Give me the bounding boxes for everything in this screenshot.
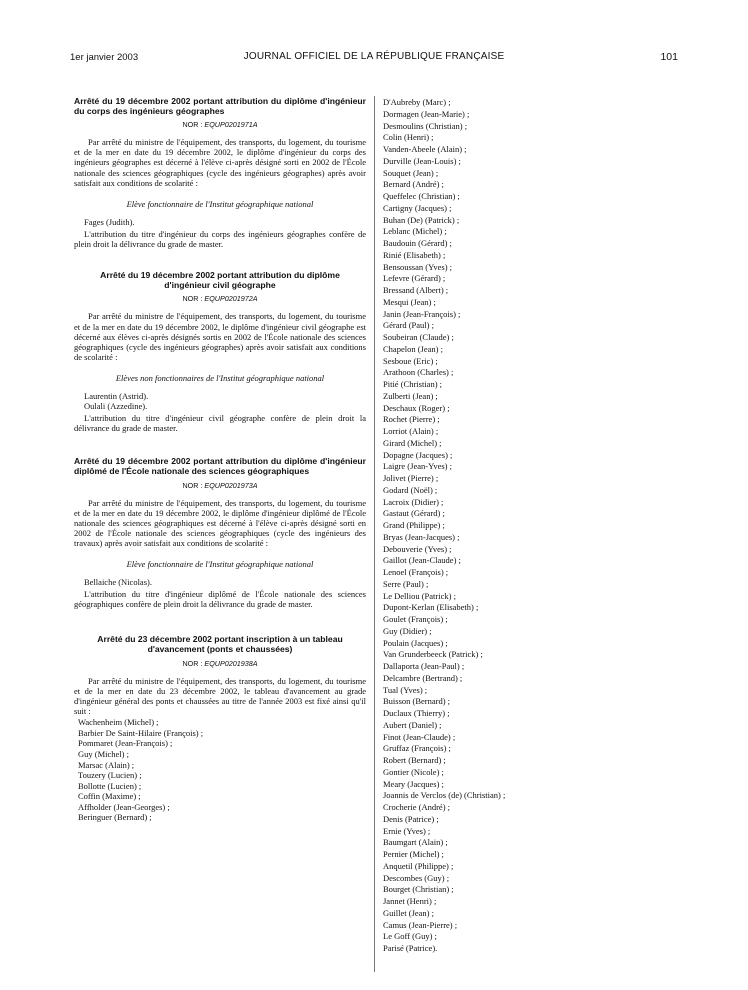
decree-subheading: Elève fonctionnaire de l'Institut géographique national <box>126 198 314 209</box>
page-number: 101 <box>660 51 678 63</box>
list-item: Gérard (Paul) ; <box>383 320 434 331</box>
page-header <box>70 50 678 66</box>
graduate-name: Oulali (Azzedine). <box>84 401 148 412</box>
decree-title: Arrêté du 19 décembre 2002 portant attribution du diplôme d'ingénieur civil géographe <box>100 270 340 290</box>
decree-subheading: Elève fonctionnaire de l'Institut géographique national <box>126 559 314 570</box>
list-item: Bensoussan (Yves) ; <box>383 261 453 272</box>
decree-closing: L'attribution du titre d'ingénieur du corps des ingénieurs géographes confère de plein droit la délivrance du grade de master. <box>74 228 366 250</box>
list-item: Parisé (Patrice). <box>383 943 438 953</box>
list-item: Barbier De Saint-Hilaire (François) ; <box>78 727 204 738</box>
list-item: Buisson (Bernard) ; <box>383 696 451 707</box>
list-item: Arathoon (Charles) ; <box>383 367 454 378</box>
decree-title: Arrêté du 23 décembre 2002 portant inscription à un tableau d'avancement (ponts et chaussées) <box>97 634 343 655</box>
nor-code: EQUP0201973A <box>204 480 258 490</box>
promotion-list <box>74 717 366 823</box>
list-item: Joannis de Verclos (de) (Christian) ; <box>383 790 506 801</box>
list-item: Lefevre (Gérard) ; <box>383 273 446 284</box>
list-item: Dopagne (Jacques) ; <box>383 449 453 460</box>
list-item: Meary (Jacques) ; <box>383 778 444 789</box>
journal-title: JOURNAL OFFICIEL DE LA RÉPUBLIQUE FRANÇAISE <box>243 51 505 62</box>
list-item: Dormagen (Jean-Marie) ; <box>383 108 470 119</box>
list-item: Bollotte (Lucien) ; <box>78 780 142 791</box>
decree-closing: L'attribution du titre d'ingénieur diplômé de l'École nationale des sciences géographiques confère de plein droit la délivrance du grade de master. <box>74 589 366 610</box>
list-item: Affholder (Jean-Georges) ; <box>78 801 170 812</box>
list-item: Cartigny (Jacques) ; <box>383 202 452 213</box>
list-item: Aubert (Daniel) ; <box>383 719 442 730</box>
list-item: Zulberti (Jean) ; <box>383 390 438 401</box>
list-item: Le Delliou (Patrick) ; <box>383 590 456 601</box>
list-item: Dupont-Kerlan (Elisabeth) ; <box>383 602 479 613</box>
list-item: Touzery (Lucien) ; <box>78 770 142 781</box>
decree-section <box>74 97 366 249</box>
list-item: Debouverie (Yves) ; <box>383 543 452 554</box>
list-item: Duclaux (Thierry) ; <box>383 708 450 718</box>
nor-reference <box>74 120 366 130</box>
list-item: Goulet (François) ; <box>383 614 448 624</box>
list-item: Sesboue (Eric) ; <box>383 355 438 366</box>
list-item: Lacroix (Didier) ; <box>383 496 444 507</box>
list-item: Gastaut (Gérard) ; <box>383 508 445 519</box>
list-item: Tual (Yves) ; <box>383 684 428 695</box>
graduate-name: Bellaiche (Nicolas). <box>84 577 152 588</box>
list-item: Baumgart (Alain) ; <box>383 837 448 848</box>
list-item: Guy (Michel) ; <box>78 748 129 759</box>
list-item: Janin (Jean-François) ; <box>383 308 461 319</box>
column-divider <box>374 96 375 972</box>
list-item: Chapelon (Jean) ; <box>383 343 443 354</box>
header-date: 1er janvier 2003 <box>70 52 139 63</box>
list-item: Colin (Henri) ; <box>383 132 434 143</box>
list-item: Baudouin (Gérard) ; <box>383 238 452 248</box>
list-item: Grand (Philippe) ; <box>383 520 445 530</box>
list-item: Denis (Patrice) ; <box>383 813 439 824</box>
nor-label: NOR : <box>182 480 203 490</box>
nor-reference <box>74 294 366 304</box>
decree-body: Par arrêté du ministre de l'équipement, des transports, du logement, du tourisme et de la mer en date du 23 décembre 2002, le tableau d'avancement au grade d'ingénieur général des ponts et chaussées au titre de l'année 2003 est fixé ainsi qu'il suit : <box>74 675 366 717</box>
decree-section <box>74 457 366 609</box>
list-item: Gaillot (Jean-Claude) ; <box>383 555 461 566</box>
decree-title: Arrêté du 19 décembre 2002 portant attribution du diplôme d'ingénieur du corps des ingénieurs géographes <box>74 96 366 116</box>
list-item: Van Grunderbeeck (Patrick) ; <box>383 649 483 660</box>
decree-body: Par arrêté du ministre de l'équipement, des transports, du logement, du tourisme et de la mer en date du 19 décembre 2002, le diplôme d'ingénieur du corps des ingénieurs géographes est décerné à l'élève ci-après désigné sorti en 2002 de l'École nationale des sciences géographiques (cycle des ingénieurs géographes) après avoir satisfait aux conditions de scolarité : <box>74 137 366 188</box>
list-item: Ernie (Yves) ; <box>383 825 431 836</box>
nor-reference <box>74 659 366 669</box>
list-item: Robert (Bernard) ; <box>383 755 446 765</box>
list-item: Durville (Jean-Louis) ; <box>383 155 461 166</box>
list-item: Dallaporta (Jean-Paul) ; <box>383 661 465 671</box>
list-item: Laigre (Jean-Yves) ; <box>383 461 453 472</box>
decree-section <box>74 635 366 823</box>
list-item: Crocherie (André) ; <box>383 802 451 812</box>
list-item: Serre (Paul) ; <box>383 578 429 589</box>
list-item: Bressand (Albert) ; <box>383 285 449 295</box>
list-item: Soubeiran (Claude) ; <box>383 332 454 342</box>
list-item: Pommaret (Jean-François) ; <box>78 738 173 749</box>
list-item: Lorriot (Alain) ; <box>383 426 439 436</box>
list-item: Buhan (De) (Patrick) ; <box>383 214 460 225</box>
list-item: Vanden-Abeele (Alain) ; <box>383 144 467 154</box>
list-item: Rochet (Pierre) ; <box>383 414 440 425</box>
list-item: Godard (Noël) ; <box>383 484 438 495</box>
list-item: Coffin (Maxime) ; <box>78 791 141 802</box>
list-item: Marsac (Alain) ; <box>78 759 135 770</box>
list-item: Bernard (André) ; <box>383 179 444 190</box>
decree-closing: L'attribution du titre d'ingénieur civil géographe confère de plein droit la délivrance du grade de master. <box>74 413 366 434</box>
decree-body: Par arrêté du ministre de l'équipement, des transports, du logement, du tourisme et de la mer en date du 19 décembre 2002, le diplôme d'ingénieur civil géographe est décerné aux élèves ci-après désignés sortis en 2002 de l'École nationale des sciences géographiques (cycle des ingénieurs géographes) après avoir satisfait aux conditions de scolarité : <box>74 311 366 362</box>
list-item: Mesqui (Jean) ; <box>383 296 436 307</box>
list-item: Queffelec (Christian) ; <box>383 191 460 201</box>
graduate-name: Laurentin (Astrid). <box>84 390 149 401</box>
decree-section <box>74 271 366 433</box>
list-item: Rinié (Elisabeth) ; <box>383 249 446 260</box>
list-item: Gruffaz (François) ; <box>383 743 451 754</box>
nor-label: NOR : <box>182 658 203 668</box>
decree-subheading: Elèves non fonctionnaires de l'Institut géographique national <box>115 372 325 383</box>
list-item: Anquetil (Philippe) ; <box>383 860 454 871</box>
right-column-names <box>383 97 683 977</box>
decree-body: Par arrêté du ministre de l'équipement, des transports, du logement, du tourisme et de la mer en date du 19 décembre 2002, le diplôme d'ingénieur diplômé de l'École nationale des sciences géographiques est décerné à l'élève ci-après désigné sorti en 2002 de l'École nationale des sciences géographiques (cycle des ingénieurs des travaux) après avoir satisfait aux conditions de scolarité : <box>74 497 366 548</box>
left-column <box>74 97 366 977</box>
list-item: Le Goff (Guy) ; <box>383 931 437 942</box>
graduate-name: Fages (Judith). <box>84 216 135 227</box>
list-item: Bourget (Christian) ; <box>383 884 454 895</box>
list-item: D'Aubreby (Marc) ; <box>383 97 451 107</box>
list-item: Wachenheim (Michel) ; <box>78 717 159 728</box>
list-item: Lenoel (François) ; <box>383 567 449 577</box>
list-item: Girard (Michel) ; <box>383 437 442 448</box>
list-item: Jolivet (Pierre) ; <box>383 473 439 483</box>
decree-title: Arrêté du 19 décembre 2002 portant attribution du diplôme d'ingénieur diplômé de l'École nationale des sciences géographiques <box>74 456 366 476</box>
list-item: Leblanc (Michel) ; <box>383 226 447 237</box>
nor-code: EQUP0201938A <box>204 658 258 668</box>
list-item: Camus (Jean-Pierre) ; <box>383 919 458 930</box>
nor-code: EQUP0201972A <box>204 294 258 304</box>
list-item: Delcambre (Bertrand) ; <box>383 672 463 683</box>
list-item: Jannet (Henri) ; <box>383 896 437 906</box>
list-item: Beringuer (Bernard) ; <box>78 812 152 823</box>
list-item: Pitié (Christian) ; <box>383 379 443 389</box>
list-item: Poulain (Jacques) ; <box>383 637 448 648</box>
nor-reference <box>74 481 366 491</box>
list-item: Gontier (Nicole) ; <box>383 766 444 777</box>
list-item: Bryas (Jean-Jacques) ; <box>383 531 460 542</box>
list-item: Finot (Jean-Claude) ; <box>383 731 456 742</box>
list-item: Guy (Didier) ; <box>383 625 432 636</box>
nor-label: NOR : <box>182 294 203 304</box>
list-item: Souquet (Jean) ; <box>383 167 439 178</box>
list-item: Descombes (Guy) ; <box>383 872 450 883</box>
list-item: Desmoulins (Christian) ; <box>383 120 468 131</box>
nor-code: EQUP0201971A <box>204 120 258 130</box>
list-item: Deschaux (Roger) ; <box>383 402 450 413</box>
list-item: Guillet (Jean) ; <box>383 907 434 918</box>
nor-label: NOR : <box>182 120 203 130</box>
list-item: Pernier (Michel) ; <box>383 849 444 859</box>
